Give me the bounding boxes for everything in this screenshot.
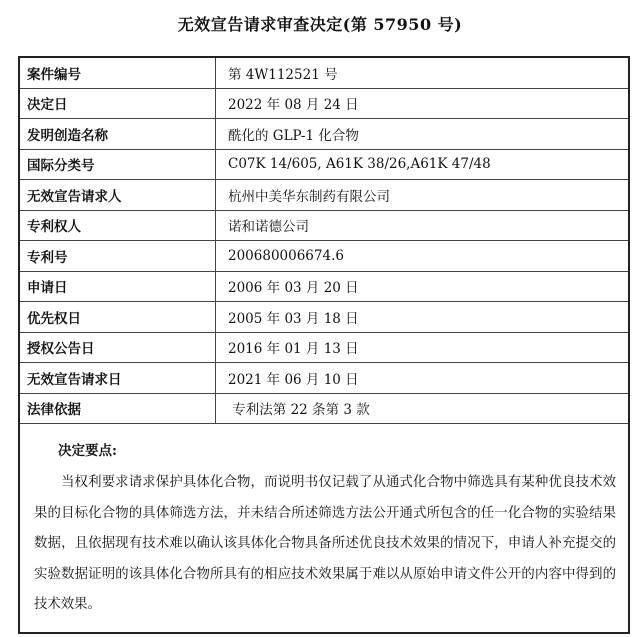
field-label-invention-name: 发明创造名称: [20, 119, 216, 150]
key-points-heading: 决定要点:: [58, 443, 117, 459]
field-value-case-number: 第 4W112521 号: [216, 58, 629, 88]
field-label-patent-number: 专利号: [20, 241, 216, 272]
table-row: [20, 393, 628, 424]
field-label-filing-date: 申请日: [20, 271, 216, 302]
table-row: [20, 271, 628, 302]
field-value-grant-date: 2016 年 01 月 13 日: [216, 332, 629, 363]
field-label-ipc: 国际分类号: [20, 149, 216, 180]
field-label-patentee: 专利权人: [20, 210, 216, 241]
field-value-ipc: C07K 14/605, A61K 38/26,A61K 47/48: [216, 149, 629, 180]
field-label-case-number: 案件编号: [20, 58, 216, 88]
table-row: [20, 332, 628, 363]
field-label-legal-basis: 法律依据: [20, 393, 216, 424]
table-row: [20, 119, 628, 150]
field-value-filing-date: 2006 年 03 月 20 日: [216, 271, 629, 302]
field-value-patentee: 诺和诺德公司: [216, 210, 629, 241]
field-label-priority-date: 优先权日: [20, 302, 216, 333]
field-value-decision-date: 2022 年 08 月 24 日: [216, 88, 629, 119]
table-row: [20, 210, 628, 241]
decision-key-points: [20, 434, 628, 634]
table-row: [20, 149, 628, 180]
decision-frame: [18, 56, 630, 634]
table-row: [20, 302, 628, 333]
field-value-invention-name: 酰化的 GLP-1 化合物: [216, 119, 629, 150]
field-value-patent-number: 200680006674.6: [216, 241, 629, 272]
field-value-priority-date: 2005 年 03 月 18 日: [216, 302, 629, 333]
field-label-grant-date: 授权公告日: [20, 332, 216, 363]
table-row: [20, 180, 628, 211]
field-value-legal-basis: 专利法第 22 条第 3 款: [216, 393, 629, 424]
table-row: [20, 241, 628, 272]
document-title: 无效宣告请求审查决定(第 57950 号): [177, 15, 463, 34]
field-label-petitioner: 无效宣告请求人: [20, 180, 216, 211]
key-points-body: 当权利要求请求保护具体化合物，而说明书仅记载了从通式化合物中筛选具有某种优良技术效果的目标化合物的具体筛选方法，并未结合所述筛选方法公开通式所包含的任一化合物的实验结果数据，且依据现有技术难以确认该具体化合物具备所述优良技术效果的情况下，申请人补充提交的实验数据证明的该具体化合物所具有的相应技术效果属于难以从原始申请文件公开的内容中得到的技术效果。: [34, 475, 616, 612]
field-value-request-date: 2021 年 06 月 10 日: [216, 363, 629, 394]
case-info-table: [20, 58, 628, 424]
field-label-decision-date: 决定日: [20, 88, 216, 119]
table-row: [20, 58, 628, 88]
field-value-petitioner: 杭州中美华东制药有限公司: [216, 180, 629, 211]
field-label-request-date: 无效宣告请求日: [20, 363, 216, 394]
table-row: [20, 88, 628, 119]
table-row: [20, 363, 628, 394]
